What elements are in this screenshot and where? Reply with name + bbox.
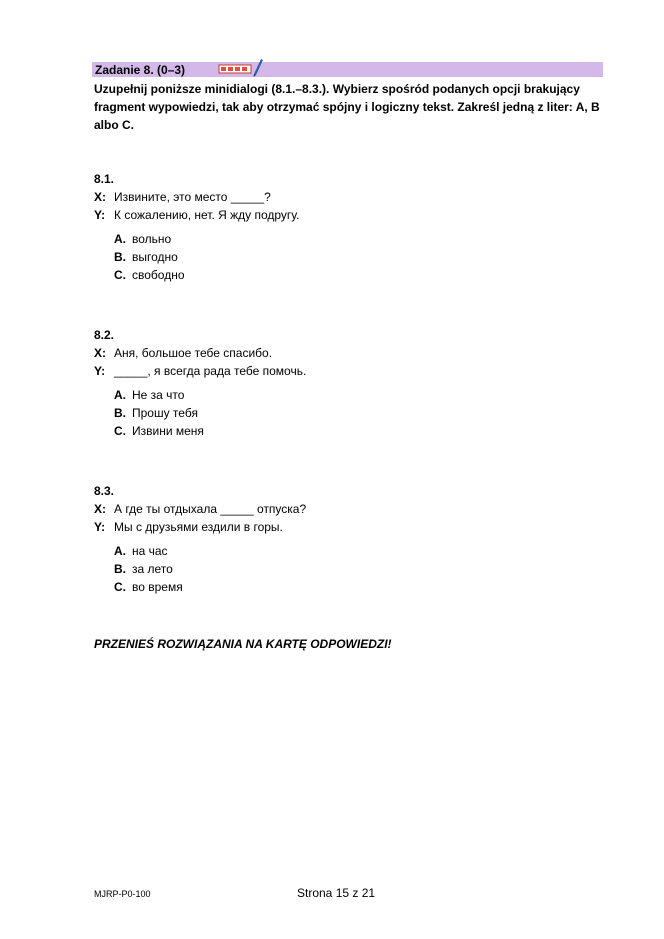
option-letter: B. [114,250,126,264]
speaker-x-label: X: [94,346,106,360]
transfer-answers-note: PRZENIEŚ ROZWIĄZANIA NA KARTĘ ODPOWIEDZI! [94,637,392,651]
option-letter: C. [114,580,126,594]
option-text: свободно [132,268,185,282]
option-letter: B. [114,562,126,576]
answer-options [94,230,594,284]
option-letter: A. [114,388,126,402]
dialog-8-1 [94,170,594,284]
speaker-y-label: Y: [94,520,106,534]
option-text: вольно [132,232,172,246]
speaker-y-line [94,362,594,380]
option-a[interactable] [114,386,594,404]
option-c[interactable] [114,578,594,596]
option-b[interactable] [114,404,594,422]
dialog-8-2 [94,326,594,440]
option-a[interactable] [114,542,594,560]
answer-options [94,542,594,596]
speaker-y-text: _____, я всегда рада тебе помочь. [114,364,307,378]
option-letter: A. [114,544,126,558]
option-letter: C. [114,424,126,438]
speaker-y-line [94,206,594,224]
option-b[interactable] [114,248,594,266]
task-title: Zadanie 8. (0–3) [95,63,186,77]
speaker-y-text: К сожалению, нет. Я жду подругу. [114,208,300,222]
option-text: Не за что [132,388,185,402]
speaker-x-text: А где ты отдыхала _____ отпуска? [114,502,307,516]
speaker-x-line [94,188,594,206]
item-number: 8.1. [94,172,115,186]
option-letter: A. [114,232,126,246]
speaker-x-text: Извините, это место _____? [114,190,271,204]
option-a[interactable] [114,230,594,248]
option-c[interactable] [114,422,594,440]
exam-code: MJRP-P0-100 [94,889,151,899]
task-instruction: Uzupełnij poniższe minidialogi (8.1.–8.3.). Wybierz spośród podanych opcji brakujący fragment wypowiedzi, tak aby otrzymać spójny i logiczny tekst. Zakreśl jedną z liter: A, B albo C. [94,82,600,132]
skill-pencil-icon [218,56,264,78]
dialog-8-3 [94,482,594,596]
answer-options [94,386,594,440]
speaker-x-label: X: [94,190,106,204]
option-c[interactable] [114,266,594,284]
option-text: Прошу тебя [132,406,198,420]
option-letter: B. [114,406,126,420]
speaker-x-label: X: [94,502,106,516]
option-text: за лето [132,562,173,576]
item-number: 8.3. [94,484,115,498]
speaker-y-label: Y: [94,364,106,378]
speaker-x-line [94,500,594,518]
speaker-y-text: Мы с друзьями ездили в горы. [114,520,283,534]
option-text: выгодно [132,250,178,264]
option-b[interactable] [114,560,594,578]
option-text: во время [132,580,183,594]
item-number: 8.2. [94,328,115,342]
speaker-y-line [94,518,594,536]
speaker-y-label: Y: [94,208,106,222]
speaker-x-line [94,344,594,362]
option-text: Извини меня [132,424,204,438]
option-text: на час [132,544,168,558]
speaker-x-text: Аня, большое тебе спасибо. [114,346,273,360]
option-letter: C. [114,268,126,282]
page-number: Strona 15 z 21 [297,886,376,900]
